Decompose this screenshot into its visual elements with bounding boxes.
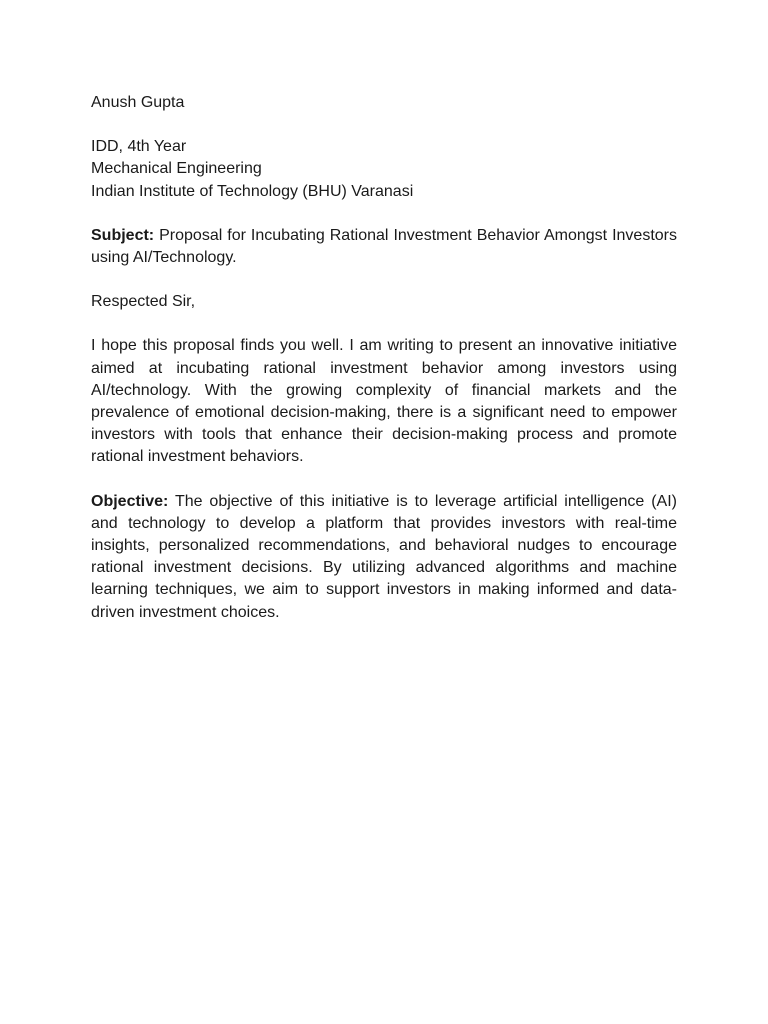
sender-program: IDD, 4th Year	[91, 138, 187, 156]
intro-paragraph: I hope this proposal finds you well. I am writing to present an innovative initiative aimed at incubating rational investment behavior among investors using AI/technology. With the growing complexity of financial markets and the prevalence of emotional decision-making, there is a significant need to empower investors with tools that enhance their decision-making process and promote rational investment behaviors.	[91, 337, 677, 466]
salutation: Respected Sir,	[91, 293, 196, 311]
letter-body	[91, 92, 677, 646]
sender-details	[91, 136, 677, 203]
subject-label: Subject:	[91, 226, 155, 244]
sender-department: Mechanical Engineering	[91, 160, 262, 178]
subject-line	[91, 225, 677, 269]
objective-text: The objective of this initiative is to leverage artificial intelligence (AI) and technology to develop a platform that provides investors with real-time insights, personalized recommendations, and behavioral nudges to encourage rational investment decisions. By utilizing advanced algorithms and machine learning techniques, we aim to support investors in making informed and data-driven investment choices.	[91, 492, 677, 621]
sender-institute: Indian Institute of Technology (BHU) Varanasi	[91, 182, 414, 200]
objective-label: Objective:	[91, 492, 169, 510]
objective-paragraph	[91, 491, 677, 624]
sender-name: Anush Gupta	[91, 94, 185, 111]
subject-text: Proposal for Incubating Rational Investment Behavior Amongst Investors using AI/Technology.	[91, 226, 677, 267]
